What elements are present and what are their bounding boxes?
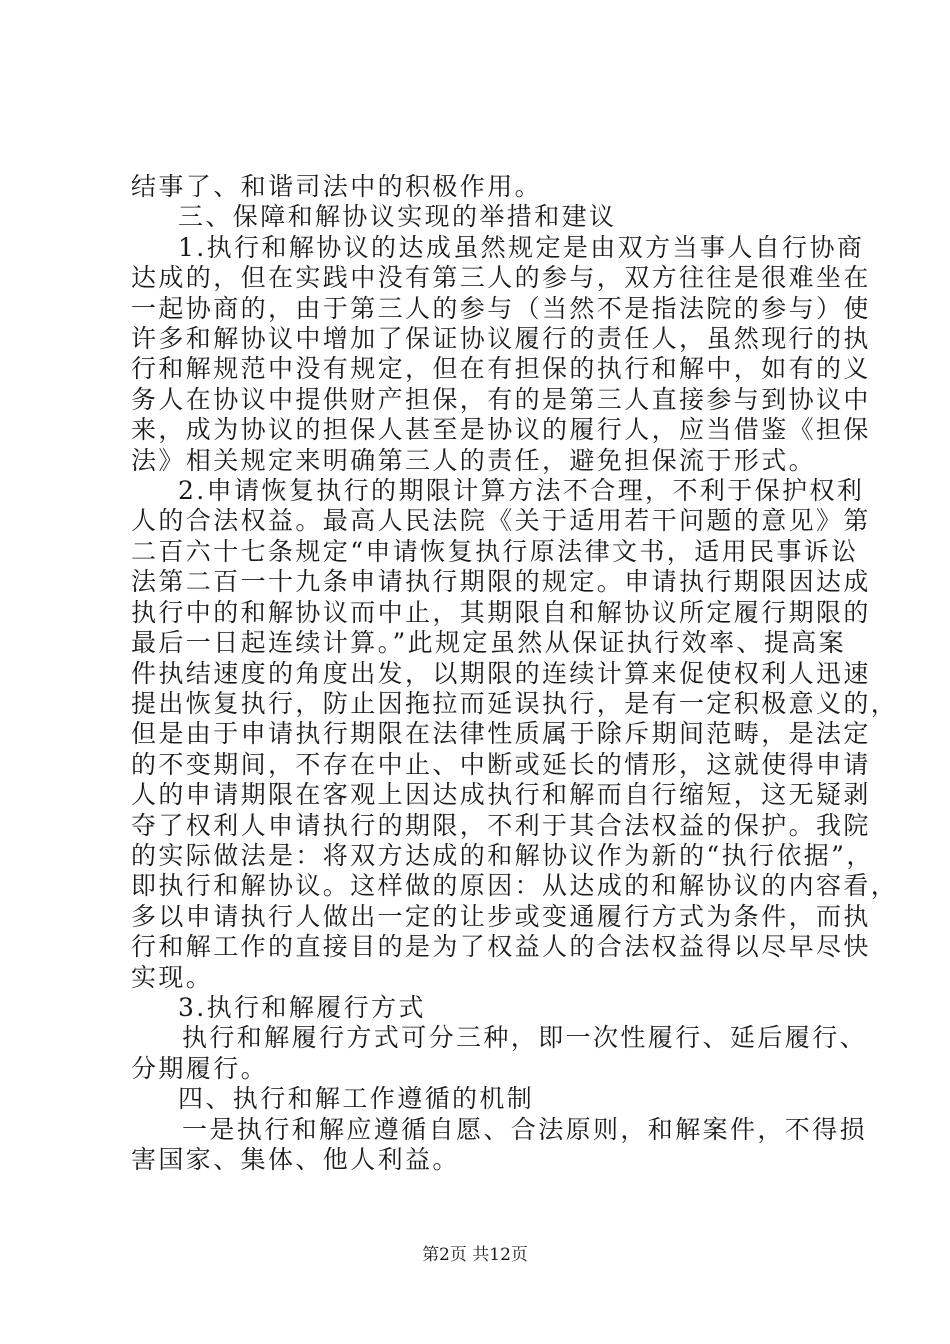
text-line: 行和解规范中没有规定，但在有担保的执行和解中，如有的义	[131, 354, 871, 383]
text-line: 行和解工作的直接目的是为了权益人的合法权益得以尽早尽快	[131, 932, 871, 961]
text-line: 一起协商的，由于第三人的参与（当然不是指法院的参与）使	[131, 294, 871, 323]
text-line: 法》相关规定来明确第三人的责任，避免担保流于形式。	[131, 446, 817, 475]
text-line: 二百六十七条规定“申请恢复执行原法律文书，适用民事诉讼	[131, 537, 859, 566]
text-line: 执行中的和解协议而中止，其期限自和解协议所定履行期限的	[131, 598, 871, 627]
text-line: 来，成为协议的担保人甚至是协议的履行人，应当借鉴《担保	[131, 415, 871, 444]
text-line: 件执结速度的角度出发，以期限的连续计算来促使权利人迅速	[131, 659, 871, 688]
text-line: 的不变期间，不存在中止、中断或延长的情形，这就使得申请	[131, 750, 871, 779]
text-line: 的实际做法是：将双方达成的和解协议作为新的“执行依据”，	[131, 841, 874, 870]
text-line: 务人在协议中提供财产担保，有的是第三人直接参与到协议中	[131, 385, 871, 414]
section-heading: 3.执行和解履行方式	[178, 993, 426, 1022]
text-line: 即执行和解协议。这样做的原因：从达成的和解协议的内容看，	[131, 871, 899, 900]
text-line: 最后一日起连续计算。”此规定虽然从保证执行效率、提高案	[131, 628, 847, 657]
text-line: 达成的，但在实践中没有第三人的参与，双方往往是很难坐在	[131, 263, 871, 292]
text-line: 执行和解履行方式可分三种，即一次性履行、延后履行、	[182, 1023, 868, 1052]
text-line: 提出恢复执行，防止因拖拉而延误执行，是有一定积极意义的，	[131, 689, 899, 718]
text-line: 结事了、和谐司法中的积极作用。	[131, 172, 543, 201]
text-line: 一是执行和解应遵循自愿、合法原则，和解案件，不得损	[182, 1115, 868, 1144]
text-line: 2.申请恢复执行的期限计算方法不合理，不利于保护权利	[178, 476, 865, 505]
text-line: 1.执行和解协议的达成虽然规定是由双方当事人自行协商	[178, 233, 865, 262]
text-line: 但是由于申请执行期限在法律性质属于除斥期间范畴，是法定	[131, 719, 871, 748]
text-line: 人的申请期限在客观上因达成执行和解而自行缩短，这无疑剥	[131, 780, 871, 809]
text-line: 多以申请执行人做出一定的让步或变通履行方式为条件，而执	[131, 902, 871, 931]
text-line: 人的合法权益。最高人民法院《关于适用若干问题的意见》第	[131, 506, 871, 535]
page-footer: 第2页 共12页	[422, 1245, 528, 1265]
section-heading: 四、执行和解工作遵循的机制	[178, 1084, 535, 1113]
text-line: 分期履行。	[131, 1054, 269, 1083]
text-line: 害国家、集体、他人利益。	[131, 1145, 460, 1174]
text-line: 夺了权利人申请执行的期限，不利于其合法权益的保护。我院	[131, 811, 871, 840]
section-heading: 三、保障和解协议实现的举措和建议	[178, 202, 617, 231]
text-line: 法第二百一十九条申请执行期限的规定。申请执行期限因达成	[131, 567, 871, 596]
text-line: 许多和解协议中增加了保证协议履行的责任人，虽然现行的执	[131, 324, 871, 353]
text-line: 实现。	[131, 963, 214, 992]
